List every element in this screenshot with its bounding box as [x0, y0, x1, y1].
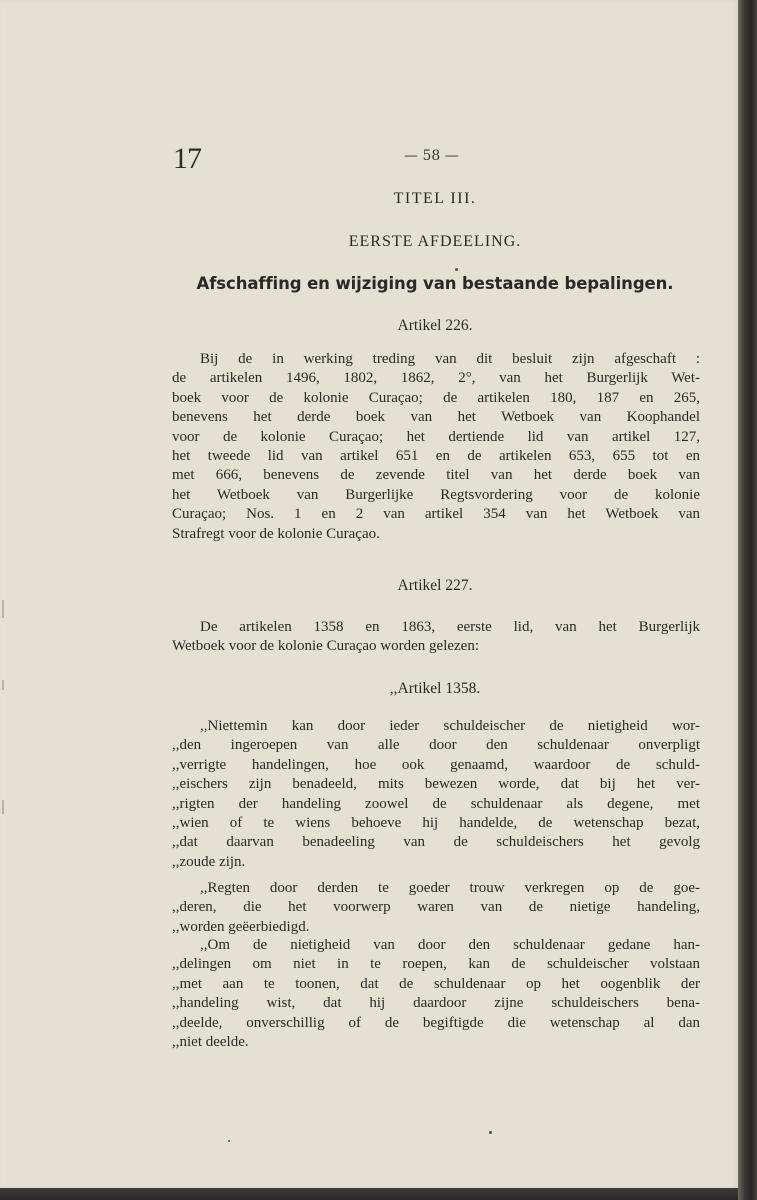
text-line: ,,rigten der handeling zoowel de schuldenaar als degene, met: [172, 795, 700, 812]
page-edge-mark: [2, 680, 4, 690]
text-line: ,,eischers zijn benadeeld, mits bewezen worde, dat bij het ver-: [172, 776, 700, 793]
text-line: Bij de in werking treding van dit besluit zijn afgeschaft :: [200, 351, 700, 367]
article-1358-paragraph-1: [172, 717, 700, 872]
page-edge-mark: [2, 800, 4, 814]
text-line: ,,niet deelde.: [172, 1033, 249, 1050]
text-line: de artikelen 1496, 1802, 1862, 2°, van het Burgerlijk Wet-: [172, 370, 700, 387]
paper-speck: [455, 268, 458, 271]
text-line: benevens het derde boek van het Wetboek van Koophandel: [172, 409, 700, 426]
margin-stamp-number: 17: [173, 142, 201, 175]
text-line: ,,delingen om niet in te roepen, kan de schuldeischer volstaan: [172, 956, 700, 973]
title-heading: TITEL III.: [393, 190, 477, 207]
text-line: ,,deelde, onverschillig of de begiftigde die wetenschap al dan: [172, 1014, 700, 1031]
page-bottom-edge: [0, 1188, 738, 1200]
article-226-heading: Artikel 226.: [397, 317, 473, 334]
text-line: ,,deren, die het voorwerp waren van de nietige handeling,: [172, 899, 700, 916]
text-line: Strafregt voor de kolonie Curaçao.: [172, 525, 380, 542]
text-line: ,,met aan te toonen, dat de schuldenaar op het oogenblik der: [172, 975, 700, 992]
article-227-text: [172, 618, 700, 657]
text-line: Wetboek voor de kolonie Curaçao worden gelezen:: [172, 638, 480, 655]
text-line: ,,Om de nietigheid van door den schuldenaar gedane han-: [200, 937, 700, 953]
paper-speck: [228, 1140, 230, 1142]
text-line: met 666, benevens de zevende titel van het derde boek van: [172, 467, 700, 484]
article-1358-heading: ,,Artikel 1358.: [389, 680, 481, 697]
page-number: — 58 —: [404, 148, 459, 164]
book-spine-edge: [738, 0, 757, 1200]
article-226-text: [172, 350, 700, 544]
text-line: het tweede lid van artikel 651 en de artikelen 653, 655 tot en: [172, 447, 700, 464]
text-line: ,,den ingeroepen van alle door den schuldenaar onverpligt: [172, 737, 700, 754]
text-line: ,,dat daarvan benadeeling van de schuldeischers het gevolg: [172, 834, 700, 851]
subject-heading: Afschaffing en wijziging van bestaande bepalingen.: [196, 274, 674, 293]
page-edge-mark: [2, 600, 4, 618]
article-1358-paragraph-3: [172, 936, 700, 1052]
text-line: het Wetboek van Burgerlijke Regtsvordering voor de kolonie: [172, 486, 700, 503]
text-line: ,,wien of te wiens behoeve hij handelde, de wetenschap bezat,: [172, 814, 700, 831]
article-1358-paragraph-2: [172, 879, 700, 937]
text-line: ,,Regten door derden te goeder trouw verkregen op de goe-: [200, 880, 700, 896]
text-line: boek voor de kolonie Curaçao; de artikelen 180, 187 en 265,: [172, 389, 700, 406]
text-line: ,,Niettemin kan door ieder schuldeischer de nietigheid wor-: [200, 718, 700, 734]
text-line: ,,handeling wist, dat hij daardoor zijne schuldeischers bena-: [172, 995, 700, 1012]
text-line: Curaçao; Nos. 1 en 2 van artikel 354 van het Wetboek van: [172, 506, 700, 523]
article-227-heading: Artikel 227.: [397, 577, 473, 594]
paper-speck: [489, 1131, 492, 1134]
text-line: De artikelen 1358 en 1863, eerste lid, van het Burgerlijk: [200, 619, 700, 635]
text-line: ,,verrigte handelingen, hoe ook genaamd, waardoor de schuld-: [172, 756, 700, 773]
text-line: ,,zoude zijn.: [172, 853, 246, 870]
section-heading: EERSTE AFDEELING.: [348, 233, 522, 250]
text-line: voor de kolonie Curaçao; het dertiende lid van artikel 127,: [172, 428, 700, 445]
text-line: ,,worden geëerbiedigd.: [172, 918, 310, 935]
